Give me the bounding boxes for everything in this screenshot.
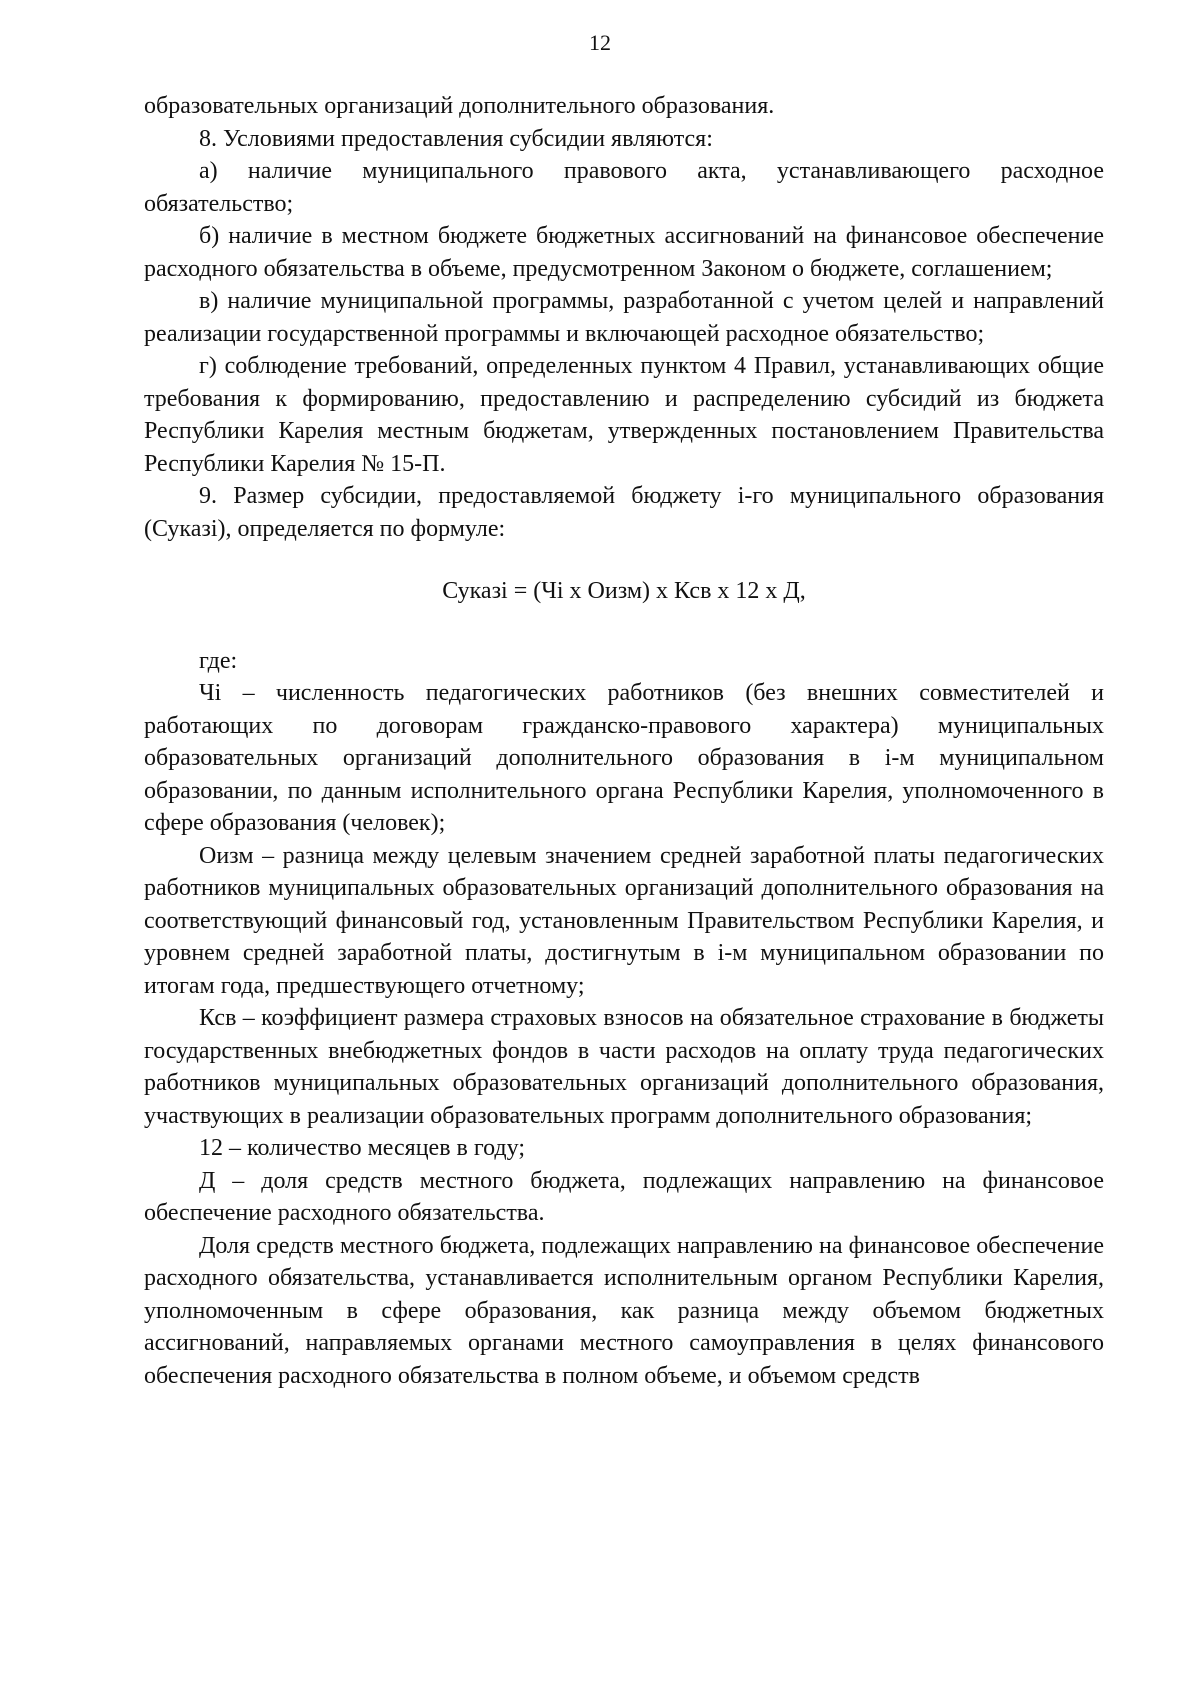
paragraph-item-8v: в) наличие муниципальной программы, разработанной с учетом целей и направлений реализации государственной программы и включающей расходное обязательство; — [144, 288, 1104, 347]
paragraph-share-explanation: Доля средств местного бюджета, подлежащих направлению на финансовое обеспечение расходного обязательства, устанавливается исполнительным органом Республики Карелия, уполномоченным в сфере образования, как разница между объемом бюджетных ассигнований, направляемых органами местного самоуправления в целях финансового обеспечения расходного обязательства в полном объеме, и объемом средств — [144, 1232, 1104, 1389]
paragraph-item-8: 8. Условиями предоставления субсидии являются: — [199, 125, 713, 152]
definition-ksv: Ксв – коэффициент размера страховых взносов на обязательное страхование в бюджеты государственных внебюджетных фондов в части расходов на оплату труда педагогических работников муниципальных образовательных организаций дополнительного образования, участвующих в реализации образовательных программ дополнительного образования; — [144, 1005, 1104, 1129]
paragraph-item-9: 9. Размер субсидии, предоставляемой бюджету i-го муниципального образования (Суказi), определяется по формуле: — [144, 483, 1104, 542]
definition-chi: Чi – численность педагогических работников (без внешних совместителей и работающих по договорам гражданско-правового характера) муниципальных образовательных организаций дополнительного образования в i-м муниципальном образовании, по данным исполнительного органа Республики Карелия, уполномоченного в сфере образования (человек); — [144, 680, 1104, 836]
definitions-intro: где: — [199, 647, 238, 674]
page-number: 12 — [589, 30, 611, 55]
paragraph-item-8b: б) наличие в местном бюджете бюджетных ассигнований на финансовое обеспечение расходного обязательства в объеме, предусмотренном Законом о бюджете, соглашением; — [144, 223, 1104, 282]
subsidy-formula: Суказi = (Чi х Оизм) х Ксв х 12 х Д, — [442, 578, 806, 604]
definition-d: Д – доля средств местного бюджета, подлежащих направлению на финансовое обеспечение расходного обязательства. — [144, 1167, 1104, 1226]
definition-oizm: Оизм – разница между целевым значением средней заработной платы педагогических работников муниципальных образовательных организаций дополнительного образования на соответствующий финансовый год, установленным Правительством Республики Карелия, и уровнем средней заработной платы, достигнутым в i-м муниципальном образовании по итогам года, предшествующего отчетному; — [144, 842, 1104, 999]
paragraph-item-8a: а) наличие муниципального правового акта, устанавливающего расходное обязательство; — [144, 158, 1104, 217]
document-body — [144, 90, 1104, 1392]
paragraph-continuation: образовательных организаций дополнительного образования. — [144, 93, 775, 119]
definition-months: 12 – количество месяцев в году; — [199, 1135, 525, 1161]
paragraph-item-8g: г) соблюдение требований, определенных пунктом 4 Правил, устанавливающих общие требования к формированию, предоставлению и распределению субсидий из бюджета Республики Карелия местным бюджетам, утвержденных постановлением Правительства Республики Карелия № 15-П. — [144, 353, 1104, 477]
